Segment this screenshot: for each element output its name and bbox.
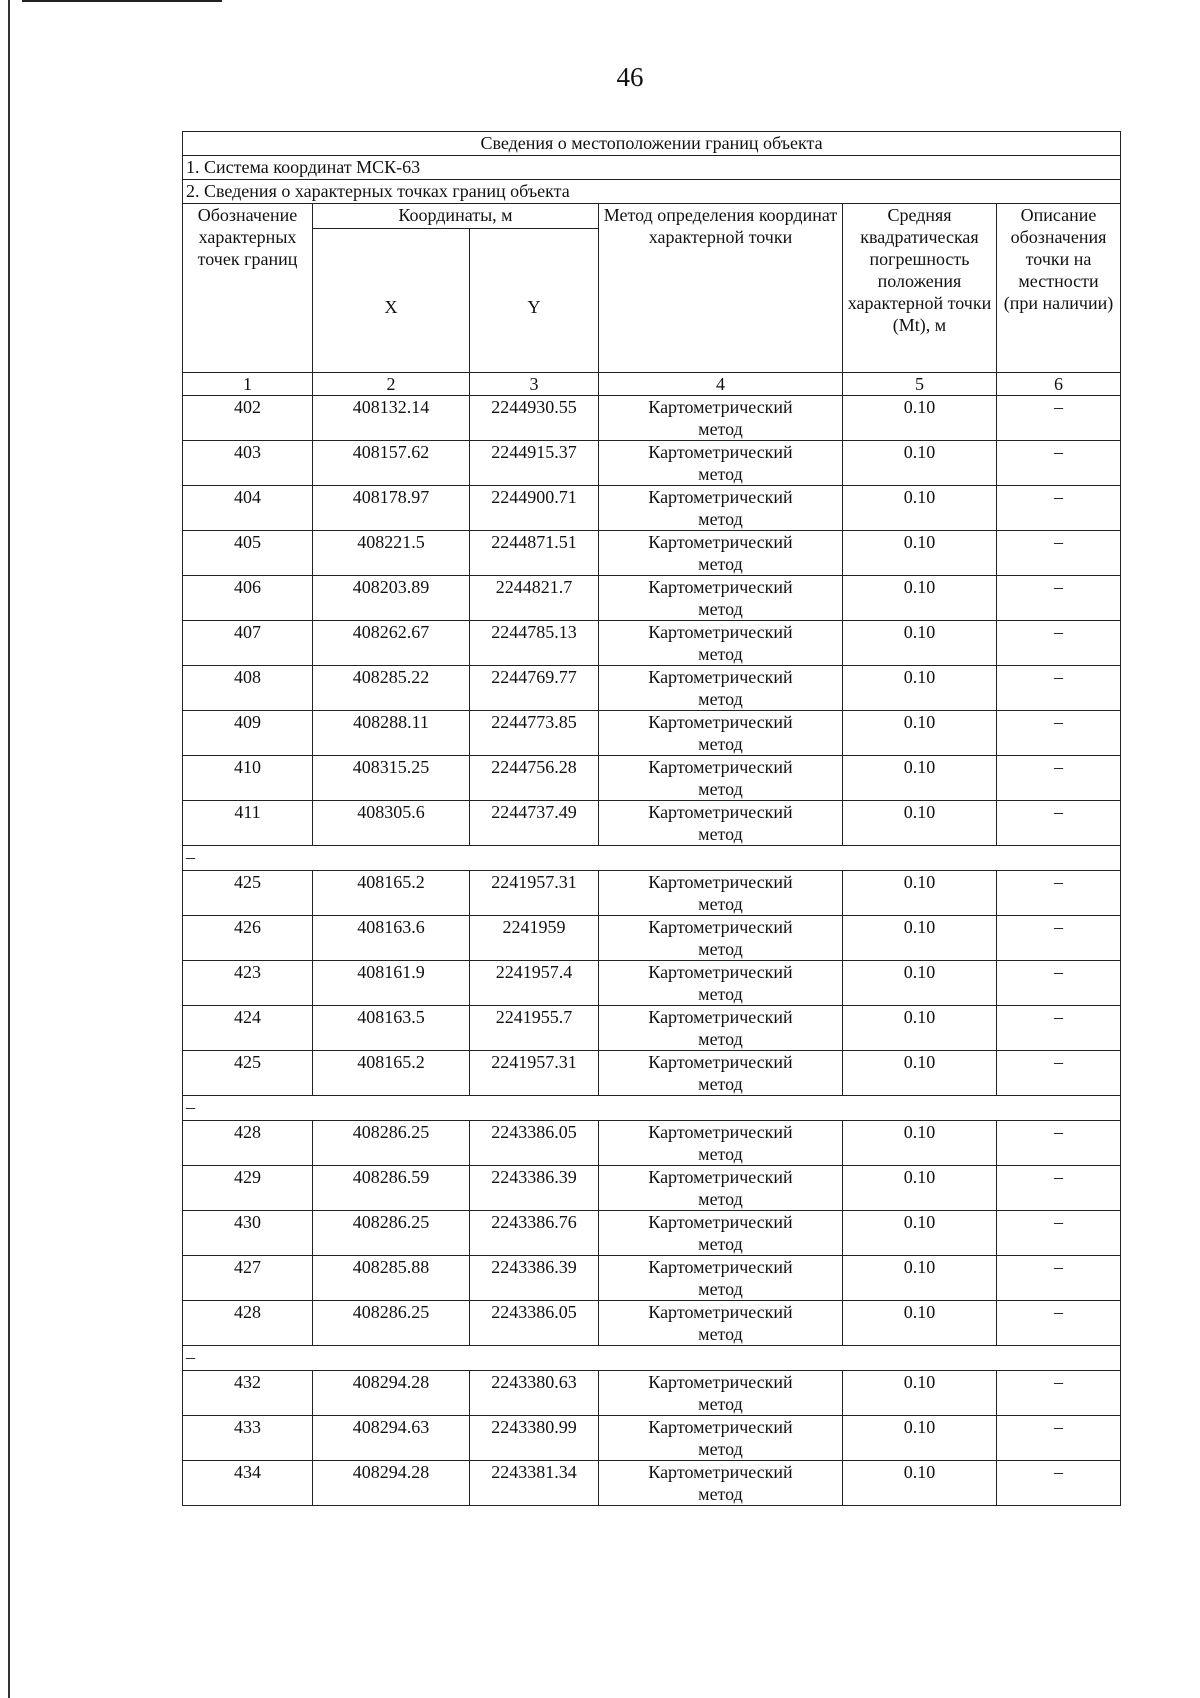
method-line2: метод	[698, 464, 743, 484]
y-coordinate-cell: 2241955.7	[470, 1006, 599, 1051]
error-cell: 0.10	[843, 1051, 997, 1096]
point-id-cell: 405	[183, 531, 313, 576]
error-cell: 0.10	[843, 801, 997, 846]
description-cell: –	[997, 1461, 1121, 1506]
method-cell	[599, 396, 843, 441]
left-margin-rule	[8, 0, 10, 1698]
point-id-cell: 433	[183, 1416, 313, 1461]
x-coordinate-cell: 408132.14	[313, 396, 470, 441]
table-row	[183, 756, 1121, 801]
y-coordinate-cell: 2244773.85	[470, 711, 599, 756]
method-line2: метод	[698, 599, 743, 619]
y-coordinate-cell: 2244821.7	[470, 576, 599, 621]
y-coordinate-cell: 2244930.55	[470, 396, 599, 441]
header-method: Метод определения координат характерной точки	[599, 204, 843, 373]
method-cell	[599, 1166, 843, 1211]
contour-separator-row	[183, 846, 1121, 871]
y-coordinate-cell: 2241957.31	[470, 871, 599, 916]
error-cell: 0.10	[843, 576, 997, 621]
description-cell: –	[997, 961, 1121, 1006]
table-row	[183, 1166, 1121, 1211]
x-coordinate-cell: 408286.25	[313, 1211, 470, 1256]
description-cell: –	[997, 1371, 1121, 1416]
error-cell: 0.10	[843, 396, 997, 441]
x-coordinate-cell: 408161.9	[313, 961, 470, 1006]
boundary-points-table	[182, 131, 1121, 1506]
point-id-cell: 407	[183, 621, 313, 666]
method-line1: Картометрический	[648, 1417, 793, 1437]
description-cell: –	[997, 1211, 1121, 1256]
error-cell: 0.10	[843, 1416, 997, 1461]
table-row	[183, 576, 1121, 621]
method-cell	[599, 1051, 843, 1096]
method-cell	[599, 916, 843, 961]
point-id-cell: 408	[183, 666, 313, 711]
method-line2: метод	[698, 509, 743, 529]
method-line1: Картометрический	[648, 622, 793, 642]
method-line1: Картометрический	[648, 1302, 793, 1322]
method-line2: метод	[698, 1189, 743, 1209]
method-line1: Картометрический	[648, 1212, 793, 1232]
y-coordinate-cell: 2244769.77	[470, 666, 599, 711]
x-coordinate-cell: 408157.62	[313, 441, 470, 486]
method-line2: метод	[698, 1029, 743, 1049]
column-number: 6	[997, 373, 1121, 396]
table-row	[183, 1121, 1121, 1166]
error-cell: 0.10	[843, 1211, 997, 1256]
column-number: 2	[313, 373, 470, 396]
method-line1: Картометрический	[648, 1122, 793, 1142]
point-id-cell: 423	[183, 961, 313, 1006]
error-cell: 0.10	[843, 1121, 997, 1166]
method-line1: Картометрический	[648, 802, 793, 822]
method-line2: метод	[698, 1234, 743, 1254]
points-section-title: 2. Сведения о характерных точках границ объекта	[183, 180, 1121, 204]
description-cell: –	[997, 531, 1121, 576]
column-number: 5	[843, 373, 997, 396]
x-coordinate-cell: 408315.25	[313, 756, 470, 801]
table-row	[183, 1256, 1121, 1301]
table-row	[183, 801, 1121, 846]
description-cell: –	[997, 871, 1121, 916]
table-row	[183, 486, 1121, 531]
point-id-cell: 425	[183, 871, 313, 916]
method-line1: Картометрический	[648, 757, 793, 777]
y-coordinate-cell: 2241957.31	[470, 1051, 599, 1096]
description-cell: –	[997, 1301, 1121, 1346]
contour-separator: –	[183, 846, 1121, 871]
point-id-cell: 429	[183, 1166, 313, 1211]
table-row	[183, 961, 1121, 1006]
method-line2: метод	[698, 734, 743, 754]
table-row	[183, 1006, 1121, 1051]
x-coordinate-cell: 408286.59	[313, 1166, 470, 1211]
method-cell	[599, 801, 843, 846]
method-cell	[599, 441, 843, 486]
description-cell: –	[997, 1166, 1121, 1211]
point-id-cell: 406	[183, 576, 313, 621]
method-line1: Картометрический	[648, 1372, 793, 1392]
header-error: Средняя квадратическая погрешность положения характерной точки (Mt), м	[843, 204, 997, 373]
x-coordinate-cell: 408294.28	[313, 1461, 470, 1506]
y-coordinate-cell: 2244871.51	[470, 531, 599, 576]
point-id-cell: 404	[183, 486, 313, 531]
table-row	[183, 1416, 1121, 1461]
top-rule	[22, 0, 222, 2]
header-y: Y	[470, 229, 599, 373]
y-coordinate-cell: 2244900.71	[470, 486, 599, 531]
method-line1: Картометрический	[648, 1257, 793, 1277]
method-line2: метод	[698, 1144, 743, 1164]
point-id-cell: 411	[183, 801, 313, 846]
error-cell: 0.10	[843, 1371, 997, 1416]
error-cell: 0.10	[843, 441, 997, 486]
column-number: 1	[183, 373, 313, 396]
method-cell	[599, 486, 843, 531]
point-id-cell: 432	[183, 1371, 313, 1416]
x-coordinate-cell: 408288.11	[313, 711, 470, 756]
column-number: 3	[470, 373, 599, 396]
y-coordinate-cell: 2243381.34	[470, 1461, 599, 1506]
point-id-cell: 434	[183, 1461, 313, 1506]
column-number: 4	[599, 373, 843, 396]
method-line2: метод	[698, 554, 743, 574]
point-id-cell: 409	[183, 711, 313, 756]
table-row	[183, 531, 1121, 576]
method-line2: метод	[698, 1279, 743, 1299]
point-id-cell: 426	[183, 916, 313, 961]
table-row	[183, 441, 1121, 486]
error-cell: 0.10	[843, 621, 997, 666]
method-cell	[599, 961, 843, 1006]
description-cell: –	[997, 621, 1121, 666]
x-coordinate-cell: 408203.89	[313, 576, 470, 621]
description-cell: –	[997, 916, 1121, 961]
error-cell: 0.10	[843, 1256, 997, 1301]
method-cell	[599, 756, 843, 801]
description-cell: –	[997, 1416, 1121, 1461]
point-id-cell: 430	[183, 1211, 313, 1256]
method-cell	[599, 1006, 843, 1051]
method-cell	[599, 666, 843, 711]
y-coordinate-cell: 2243386.05	[470, 1121, 599, 1166]
point-id-cell: 410	[183, 756, 313, 801]
contour-separator-row	[183, 1346, 1121, 1371]
method-line1: Картометрический	[648, 962, 793, 982]
description-cell: –	[997, 666, 1121, 711]
method-cell	[599, 711, 843, 756]
table-row	[183, 711, 1121, 756]
method-cell	[599, 1121, 843, 1166]
description-cell: –	[997, 441, 1121, 486]
table-row	[183, 621, 1121, 666]
error-cell: 0.10	[843, 1461, 997, 1506]
method-cell	[599, 576, 843, 621]
method-line1: Картометрический	[648, 872, 793, 892]
method-line2: метод	[698, 689, 743, 709]
method-cell	[599, 1256, 843, 1301]
method-cell	[599, 1461, 843, 1506]
method-line2: метод	[698, 824, 743, 844]
column-number-row	[183, 373, 1121, 396]
x-coordinate-cell: 408285.22	[313, 666, 470, 711]
error-cell: 0.10	[843, 486, 997, 531]
description-cell: –	[997, 1051, 1121, 1096]
y-coordinate-cell: 2243380.63	[470, 1371, 599, 1416]
x-coordinate-cell: 408305.6	[313, 801, 470, 846]
method-line1: Картометрический	[648, 577, 793, 597]
x-coordinate-cell: 408178.97	[313, 486, 470, 531]
method-line2: метод	[698, 1324, 743, 1344]
error-cell: 0.10	[843, 711, 997, 756]
table-title: Сведения о местоположении границ объекта	[183, 132, 1121, 156]
x-coordinate-cell: 408165.2	[313, 1051, 470, 1096]
y-coordinate-cell: 2243380.99	[470, 1416, 599, 1461]
y-coordinate-cell: 2243386.76	[470, 1211, 599, 1256]
coordinate-system-line: 1. Система координат МСК-63	[183, 156, 1121, 180]
error-cell: 0.10	[843, 1006, 997, 1051]
y-coordinate-cell: 2243386.39	[470, 1256, 599, 1301]
x-coordinate-cell: 408294.28	[313, 1371, 470, 1416]
description-cell: –	[997, 1006, 1121, 1051]
contour-separator-row	[183, 1096, 1121, 1121]
y-coordinate-cell: 2244737.49	[470, 801, 599, 846]
x-coordinate-cell: 408163.6	[313, 916, 470, 961]
x-coordinate-cell: 408285.88	[313, 1256, 470, 1301]
error-cell: 0.10	[843, 1166, 997, 1211]
point-id-cell: 428	[183, 1301, 313, 1346]
method-line1: Картометрический	[648, 667, 793, 687]
x-coordinate-cell: 408286.25	[313, 1121, 470, 1166]
point-id-cell: 424	[183, 1006, 313, 1051]
error-cell: 0.10	[843, 531, 997, 576]
error-cell: 0.10	[843, 961, 997, 1006]
method-line1: Картометрический	[648, 917, 793, 937]
description-cell: –	[997, 1256, 1121, 1301]
method-line1: Картометрический	[648, 1007, 793, 1027]
y-coordinate-cell: 2241957.4	[470, 961, 599, 1006]
error-cell: 0.10	[843, 666, 997, 711]
description-cell: –	[997, 1121, 1121, 1166]
method-line2: метод	[698, 1394, 743, 1414]
contour-separator: –	[183, 1096, 1121, 1121]
method-line2: метод	[698, 1484, 743, 1504]
header-x: X	[313, 229, 470, 373]
contour-separator: –	[183, 1346, 1121, 1371]
table-row	[183, 1371, 1121, 1416]
header-coordinates: Координаты, м	[313, 204, 599, 229]
method-line1: Картометрический	[648, 487, 793, 507]
method-line2: метод	[698, 779, 743, 799]
description-cell: –	[997, 801, 1121, 846]
method-line1: Картометрический	[648, 397, 793, 417]
method-cell	[599, 1301, 843, 1346]
description-cell: –	[997, 486, 1121, 531]
point-id-cell: 428	[183, 1121, 313, 1166]
method-cell	[599, 621, 843, 666]
description-cell: –	[997, 396, 1121, 441]
y-coordinate-cell: 2243386.39	[470, 1166, 599, 1211]
error-cell: 0.10	[843, 1301, 997, 1346]
table-row	[183, 396, 1121, 441]
method-line1: Картометрический	[648, 712, 793, 732]
x-coordinate-cell: 408165.2	[313, 871, 470, 916]
method-line1: Картометрический	[648, 442, 793, 462]
method-line2: метод	[698, 939, 743, 959]
table-row	[183, 1301, 1121, 1346]
y-coordinate-cell: 2241959	[470, 916, 599, 961]
table-row	[183, 666, 1121, 711]
table-row	[183, 1211, 1121, 1256]
point-id-cell: 427	[183, 1256, 313, 1301]
method-line2: метод	[698, 1074, 743, 1094]
method-line1: Картометрический	[648, 1052, 793, 1072]
x-coordinate-cell: 408262.67	[313, 621, 470, 666]
error-cell: 0.10	[843, 916, 997, 961]
header-description: Описание обозначения точки на местности (при наличии)	[997, 204, 1121, 373]
y-coordinate-cell: 2244915.37	[470, 441, 599, 486]
method-line2: метод	[698, 894, 743, 914]
header-point: Обозначение характерных точек границ	[183, 204, 313, 373]
y-coordinate-cell: 2243386.05	[470, 1301, 599, 1346]
page-number: 46	[616, 62, 644, 92]
description-cell: –	[997, 756, 1121, 801]
table-row	[183, 1461, 1121, 1506]
table-row	[183, 916, 1121, 961]
point-id-cell: 402	[183, 396, 313, 441]
x-coordinate-cell: 408294.63	[313, 1416, 470, 1461]
y-coordinate-cell: 2244785.13	[470, 621, 599, 666]
method-cell	[599, 1371, 843, 1416]
method-line2: метод	[698, 419, 743, 439]
y-coordinate-cell: 2244756.28	[470, 756, 599, 801]
table-row	[183, 871, 1121, 916]
x-coordinate-cell: 408221.5	[313, 531, 470, 576]
description-cell: –	[997, 576, 1121, 621]
point-id-cell: 425	[183, 1051, 313, 1096]
method-cell	[599, 1416, 843, 1461]
description-cell: –	[997, 711, 1121, 756]
method-line2: метод	[698, 984, 743, 1004]
method-line1: Картометрический	[648, 532, 793, 552]
method-cell	[599, 531, 843, 576]
error-cell: 0.10	[843, 756, 997, 801]
method-line2: метод	[698, 644, 743, 664]
method-cell	[599, 871, 843, 916]
method-line2: метод	[698, 1439, 743, 1459]
table-row	[183, 1051, 1121, 1096]
method-line1: Картометрический	[648, 1167, 793, 1187]
x-coordinate-cell: 408163.5	[313, 1006, 470, 1051]
error-cell: 0.10	[843, 871, 997, 916]
point-id-cell: 403	[183, 441, 313, 486]
method-line1: Картометрический	[648, 1462, 793, 1482]
x-coordinate-cell: 408286.25	[313, 1301, 470, 1346]
method-cell	[599, 1211, 843, 1256]
